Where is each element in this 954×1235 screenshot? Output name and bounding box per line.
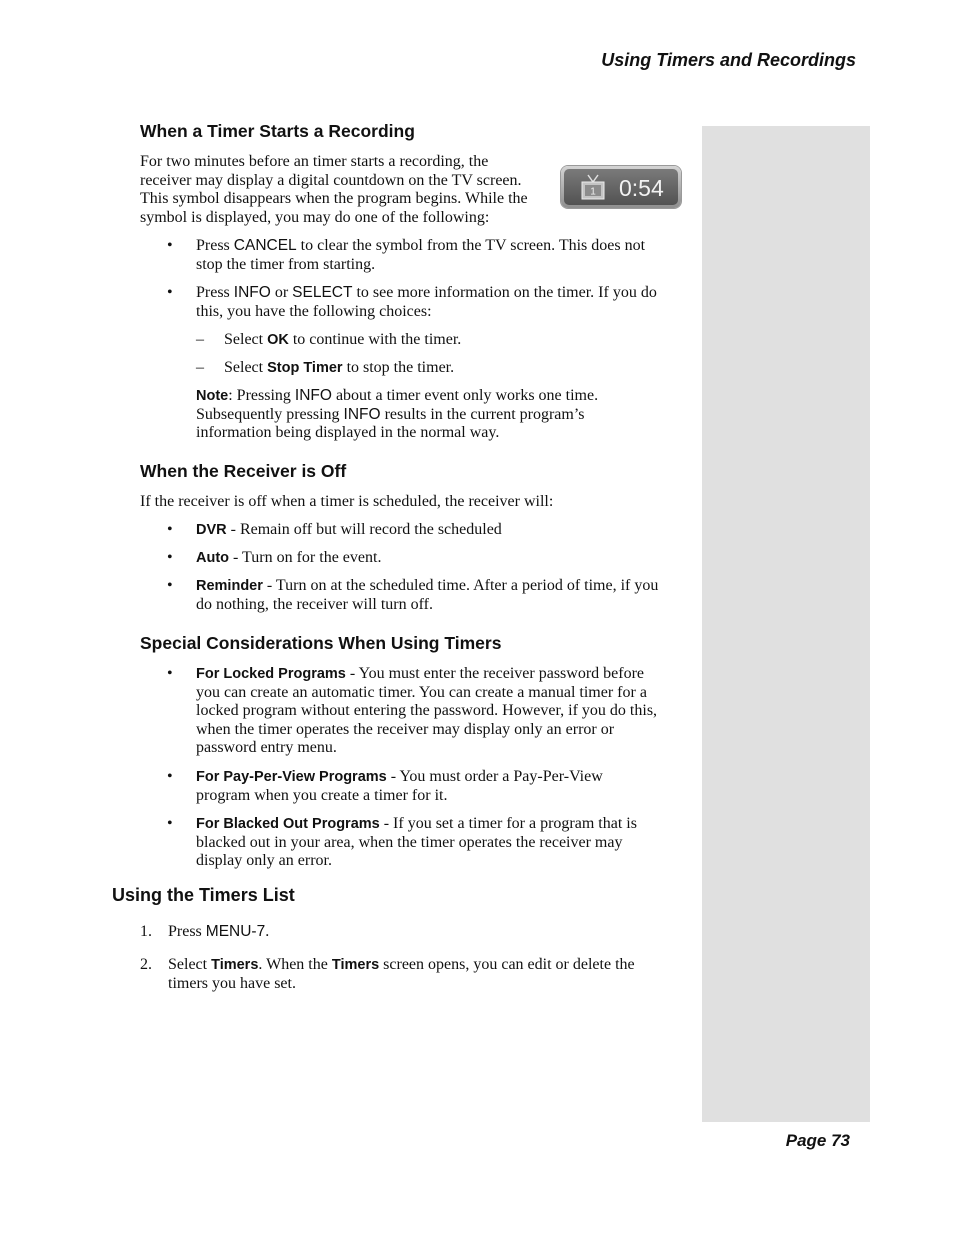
countdown-time: 0:54: [619, 175, 664, 201]
section-title-special-considerations: Special Considerations When Using Timers: [140, 633, 502, 653]
choice-stop-timer: – Select Stop Timer to stop the timer.: [196, 359, 455, 376]
countdown-face: [564, 169, 678, 205]
dash-mark: –: [196, 331, 204, 348]
list-item-blacked-out: • For Blacked Out Programs - If you set a timer for a program that is blacked out in your area, when the timer operates the receiver may display only an error.: [167, 815, 637, 869]
running-header: Using Timers and Recordings: [601, 50, 856, 70]
bullet-mark: •: [167, 521, 173, 538]
section-title-timer-starts: When a Timer Starts a Recording: [140, 121, 415, 141]
bullet-cancel: • Press CANCEL to clear the symbol from the TV screen. This does not stop the timer from starting.: [167, 237, 646, 273]
bullet-mark: •: [167, 549, 173, 566]
bullet-mark: •: [167, 815, 173, 832]
key-info: INFO: [233, 284, 271, 301]
intro-line: symbol is displayed, you may do one of the following:: [140, 208, 490, 226]
channel-number: 1: [590, 186, 596, 198]
key-menu-7: MENU-7: [205, 923, 266, 940]
page-number: Page 73: [785, 1131, 850, 1150]
intro-line: This symbol disappears when the program begins. While the: [140, 190, 528, 207]
bullet-mark: •: [167, 665, 173, 682]
note-paragraph: Note: Pressing INFO about a timer event only works one time. Subsequently pressing INFO results in the current program’s information being displayed in the normal way.: [196, 387, 599, 441]
list-item-auto: • Auto - Turn on for the event.: [167, 549, 382, 566]
countdown-symbol: [561, 166, 681, 208]
list-item-reminder: • Reminder - Turn on at the scheduled time. After a period of time, if you do nothing, the receiver will turn off.: [167, 577, 659, 613]
list-item-pay-per-view: • For Pay-Per-View Programs - You must order a Pay-Per-View program when you create a timer for it.: [167, 768, 603, 804]
bullet-mark: •: [167, 237, 173, 254]
intro-line: receiver may display a digital countdown on the TV screen.: [140, 171, 522, 189]
step-1: 1. Press MENU-7.: [140, 923, 270, 940]
receiver-off-intro: If the receiver is off when a timer is scheduled, the receiver will:: [140, 493, 554, 510]
intro-paragraph: [140, 153, 560, 227]
key-cancel: CANCEL: [233, 237, 297, 254]
dash-mark: –: [196, 359, 204, 376]
bullet-mark: •: [167, 577, 173, 594]
bullet-mark: •: [167, 284, 173, 301]
intro-line: For two minutes before an timer starts a recording, the: [140, 153, 489, 170]
sidebar-panel: [702, 126, 870, 1122]
note-label: Note: [196, 388, 229, 404]
list-item-locked-programs: • For Locked Programs - You must enter the receiver password before you can create an automatic timer. You can create a manual timer for a locked program without entering the password. However, if you do this, when the timer operates the receiver may display only an error or password entry menu.: [167, 665, 658, 756]
bullet-info: • Press INFO or SELECT to see more information on the timer. If you do this, you have the following choices:: [167, 284, 657, 320]
list-item-dvr: • DVR - Remain off but will record the scheduled: [167, 521, 502, 538]
section-title-receiver-off: When the Receiver is Off: [140, 461, 347, 481]
section-title-timers-list: Using the Timers List: [112, 885, 295, 905]
choice-ok: – Select OK to continue with the timer.: [196, 331, 462, 348]
step-number: 2.: [140, 956, 152, 973]
bullet-mark: •: [167, 768, 173, 785]
step-number: 1.: [140, 923, 152, 940]
step-2: 2. Select Timers. When the Timers screen opens, you can edit or delete the timers you have set.: [140, 956, 635, 992]
key-select: SELECT: [292, 284, 353, 301]
tv-icon: [579, 173, 607, 203]
